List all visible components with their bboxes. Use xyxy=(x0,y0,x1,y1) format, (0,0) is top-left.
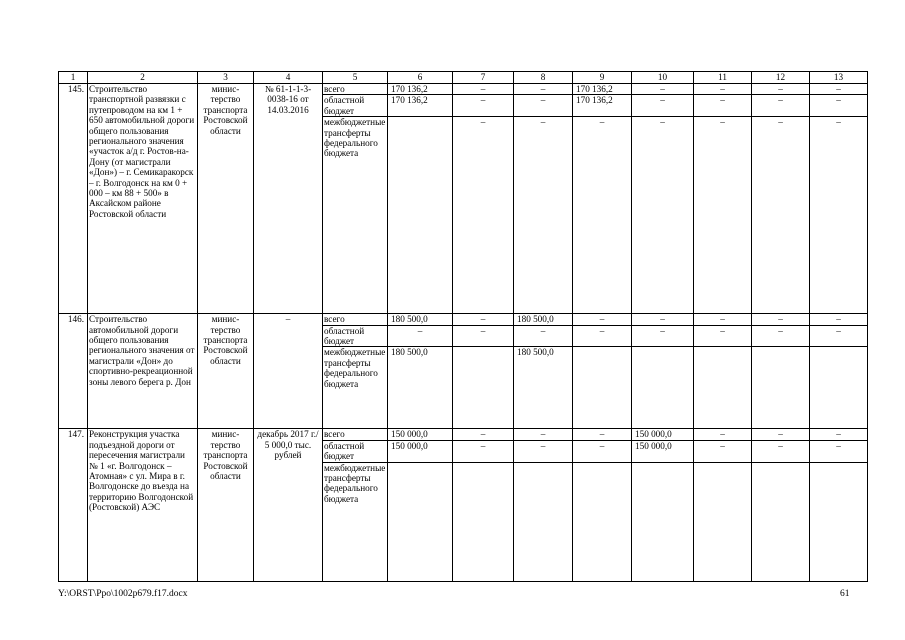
value-cell: – xyxy=(453,325,514,347)
value-cell: – xyxy=(810,117,868,314)
value-cell: – xyxy=(810,440,868,462)
value-cell: – xyxy=(810,429,868,440)
value-cell: – xyxy=(453,314,514,325)
value-cell xyxy=(752,347,810,429)
project-name: Реконструкция участка подъездной дороги от пересечения магистрали № 1 «г. Волгодонск – Атомная» с ул. Мира в г. Волгодонске до въезда на территорию Волгодонской (Ростовской) АЭС xyxy=(88,429,198,581)
value-cell xyxy=(573,347,632,429)
header-cell-1: 1 xyxy=(59,72,88,84)
funding-source: межбюджетные трансферты федерального бюджета xyxy=(323,117,388,314)
value-cell: – xyxy=(752,429,810,440)
value-cell: – xyxy=(453,84,514,95)
agency: министерство транспорта Ростовской области xyxy=(198,84,254,314)
header-cell-6: 6 xyxy=(388,72,453,84)
page-number: 61 xyxy=(840,589,850,599)
value-cell: – xyxy=(810,84,868,95)
value-cell: 170 136,2 xyxy=(573,84,632,95)
header-cell-2: 2 xyxy=(88,72,198,84)
value-cell: 170 136,2 xyxy=(573,95,632,117)
value-cell: – xyxy=(632,95,694,117)
document-ref: № 61-1-1-3-0038-16 от 14.03.2016 xyxy=(254,84,323,314)
funding-source: всего xyxy=(323,84,388,95)
value-cell: – xyxy=(752,95,810,117)
value-cell: 180 500,0 xyxy=(388,347,453,429)
header-cell-10: 10 xyxy=(632,72,694,84)
value-cell xyxy=(810,347,868,429)
value-cell: – xyxy=(752,440,810,462)
value-cell: – xyxy=(810,314,868,325)
value-cell: – xyxy=(810,325,868,347)
document-ref: – xyxy=(254,314,323,429)
value-cell xyxy=(453,347,514,429)
file-path: Y:\ORST\Ppo\1002p679.f17.docx xyxy=(58,589,188,599)
value-cell: – xyxy=(573,314,632,325)
value-cell: 180 500,0 xyxy=(514,314,573,325)
value-cell xyxy=(810,462,868,581)
header-cell-3: 3 xyxy=(198,72,254,84)
table-row xyxy=(59,84,868,95)
value-cell: 180 500,0 xyxy=(388,314,453,325)
row-number: 145. xyxy=(59,84,88,314)
project-name: Строительство автомобильной дороги общего пользования регионального значения от магистрали «Дон» до спортивно-рекреационной зоны левого берега р. Дон xyxy=(88,314,198,429)
value-cell: – xyxy=(514,440,573,462)
budget-table xyxy=(58,71,868,582)
value-cell: – xyxy=(453,429,514,440)
value-cell xyxy=(752,462,810,581)
value-cell xyxy=(694,347,752,429)
header-row xyxy=(59,72,868,84)
value-cell: – xyxy=(752,314,810,325)
value-cell: – xyxy=(694,325,752,347)
value-cell xyxy=(573,462,632,581)
value-cell xyxy=(694,462,752,581)
value-cell xyxy=(632,462,694,581)
funding-source: всего xyxy=(323,314,388,325)
agency: министерство транспорта Ростовской области xyxy=(198,429,254,581)
value-cell xyxy=(453,462,514,581)
value-cell: – xyxy=(632,325,694,347)
value-cell xyxy=(388,117,453,314)
document-ref: декабрь 2017 г./ 5 000,0 тыс. рублей xyxy=(254,429,323,581)
value-cell: – xyxy=(694,314,752,325)
header-cell-9: 9 xyxy=(573,72,632,84)
header-cell-12: 12 xyxy=(752,72,810,84)
value-cell: – xyxy=(694,429,752,440)
value-cell: – xyxy=(453,95,514,117)
value-cell: – xyxy=(810,95,868,117)
value-cell: – xyxy=(752,325,810,347)
value-cell: – xyxy=(694,95,752,117)
value-cell: – xyxy=(632,117,694,314)
value-cell: – xyxy=(694,84,752,95)
value-cell: – xyxy=(573,440,632,462)
value-cell xyxy=(632,347,694,429)
value-cell: 150 000,0 xyxy=(632,429,694,440)
table-row xyxy=(59,429,868,440)
value-cell: 180 500,0 xyxy=(514,347,573,429)
row-number: 146. xyxy=(59,314,88,429)
value-cell: – xyxy=(514,84,573,95)
funding-source: областной бюджет xyxy=(323,95,388,117)
value-cell: 170 136,2 xyxy=(388,95,453,117)
value-cell: – xyxy=(514,429,573,440)
value-cell: – xyxy=(573,325,632,347)
value-cell: – xyxy=(514,117,573,314)
value-cell: – xyxy=(514,325,573,347)
value-cell: – xyxy=(453,117,514,314)
funding-source: межбюджетные трансферты федерального бюджета xyxy=(323,462,388,581)
funding-source: межбюджетные трансферты федерального бюджета xyxy=(323,347,388,429)
value-cell: – xyxy=(694,440,752,462)
funding-source: областной бюджет xyxy=(323,440,388,462)
header-cell-13: 13 xyxy=(810,72,868,84)
agency: министерство транспорта Ростовской области xyxy=(198,314,254,429)
value-cell: 150 000,0 xyxy=(388,429,453,440)
value-cell: – xyxy=(573,429,632,440)
header-cell-11: 11 xyxy=(694,72,752,84)
row-number: 147. xyxy=(59,429,88,581)
header-cell-7: 7 xyxy=(453,72,514,84)
funding-source: всего xyxy=(323,429,388,440)
funding-source: областной бюджет xyxy=(323,325,388,347)
value-cell: – xyxy=(573,117,632,314)
value-cell: 150 000,0 xyxy=(632,440,694,462)
value-cell: 150 000,0 xyxy=(388,440,453,462)
value-cell xyxy=(514,462,573,581)
value-cell: – xyxy=(694,117,752,314)
project-name: Строительство транспортной развязки с путепроводом на км 1 + 650 автомобильной дороги общего пользования регионального значения «участок а/д г. Ростов-на-Дону (от магистрали «Дон») – г. Семикаракорск – г. Волгодонск на км 0 + 000 – км 88 + 500» в Аксайском районе Ростовской области xyxy=(88,84,198,314)
header-cell-8: 8 xyxy=(514,72,573,84)
value-cell: 170 136,2 xyxy=(388,84,453,95)
value-cell: – xyxy=(514,95,573,117)
header-cell-5: 5 xyxy=(323,72,388,84)
value-cell: – xyxy=(632,84,694,95)
value-cell: – xyxy=(388,325,453,347)
value-cell: – xyxy=(453,440,514,462)
header-cell-4: 4 xyxy=(254,72,323,84)
value-cell xyxy=(388,462,453,581)
value-cell: – xyxy=(752,117,810,314)
value-cell: – xyxy=(632,314,694,325)
table-row xyxy=(59,314,868,325)
value-cell: – xyxy=(752,84,810,95)
